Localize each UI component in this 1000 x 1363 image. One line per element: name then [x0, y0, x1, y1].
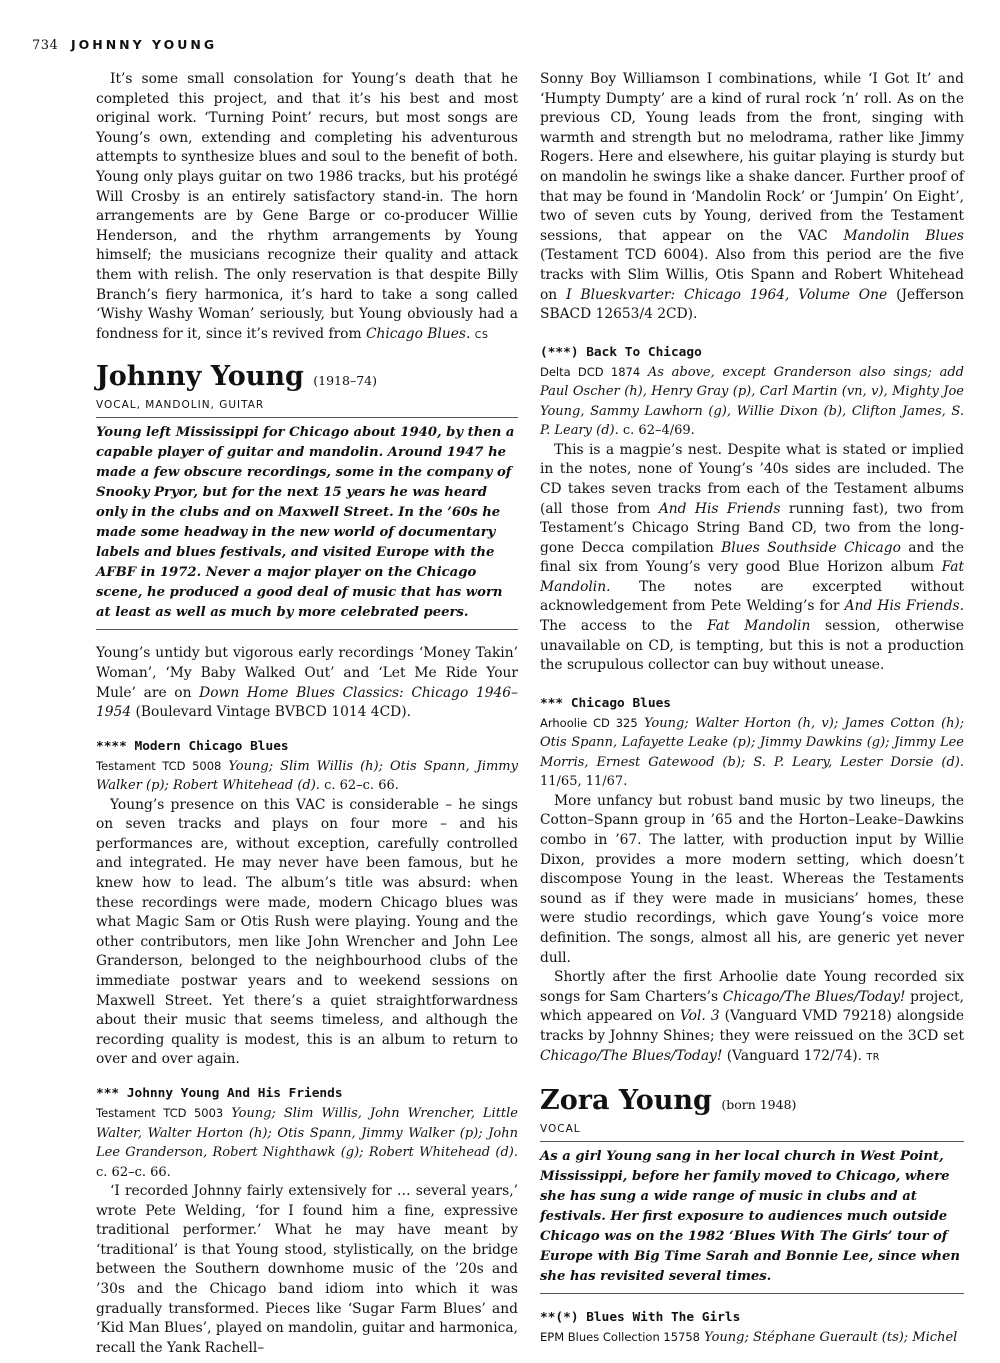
album-title: (***) Back To Chicago	[540, 344, 702, 360]
early-recordings-paragraph: Young’s untidy but vigorous early recordings ‘Money Takin’ Woman’, ‘My Baby Walked Out’ and ‘Let Me Ride Your Mule’ are on Down Home Blues Classics: Chicago 1946–1954 (Boulevard Vintage BVBCD 1014 4CD).	[96, 645, 518, 721]
artist-dates: (born 1948)	[721, 1097, 797, 1113]
artist-role: VOCAL	[540, 1123, 581, 1136]
artist-role: VOCAL, MANDOLIN, GUITAR	[96, 399, 265, 412]
album-review: Young’s presence on this VAC is considerable – he sings on seven tracks and plays on four more – and his performances are, without exception, carefully controlled and integrated. He may never have been famous, but he knew how to lead. The album’s title was absurd: when these recordings were made, modern Chicago blues was what Magic Sam or Otis Rush were playing. Young and the other contributors, men like John Wrencher and John Lee Granderson, belonged to the neighbourhood clubs of the immediate postwar years and to weekend sessions on Maxwell Street. Yet there’s a quiet straightforwardness about their music that seems timeless, and although the recording quality is modest, this is an album to return to over and over again.	[96, 796, 518, 1068]
album-review: Shortly after the first Arhoolie date Young recorded six songs for Sam Charters’s Chicago/The Blues/Today! project, which appeared on Vol. 3 (Vanguard VMD 79218) alongside tracks by Johnny Shines; they were reissued on the 3CD set Chicago/The Blues/Today! (Vanguard 172/74). TR	[540, 969, 964, 1064]
album-entry	[540, 343, 964, 676]
album-review: More unfancy but robust band music by two lineups, the Cotton–Spann group in ’65 and the Horton–Leake–Dawkins combo in ’67. The latter, with production input by Willie Dixon, provides a more modern setting, which doesn’t discompose Young in the least. Whereas the Testaments sound as if they were made in musicians’ homes, these were studio recordings, which gave Young’s voice more definition. The songs, almost all his, are generic yet never dull.	[540, 792, 964, 966]
artist-entry-johnny-young	[96, 361, 518, 630]
album-title: **** Modern Chicago Blues	[96, 738, 289, 754]
artist-bio: As a girl Young sang in her local church in West Point, Mississippi, before her family moved to Chicago, where she has sung a wide range of music in clubs and at festivals. Her first exposure to audiences much outside Chicago was on the 1982 ‘Blues With The Girls’ tour of Europe with Big Time Sarah and Bonnie Lee, since when she has revisited several times.	[540, 1141, 964, 1294]
album-info: Delta DCD 1874 As above, except Granderson also sings; add Paul Oscher (h), Henry Gray (p), Carl Martin (vn, v), Mighty Joe Young, Sammy Lawhorn (g), Willie Dixon (b), Clifton James, S. P. Leary (d). c. 62–4/69.	[540, 364, 964, 439]
reviewer-initials: TR	[866, 1051, 880, 1063]
album-entry	[96, 737, 518, 1070]
album-review: This is a magpie’s nest. Despite what is stated or implied in the notes, none of Young’s ’40s sides are included. The CD takes seven tracks from each of the Testament albums (all those from And His Friends running fast), two from Testament’s Chicago String Band CD, two from the long-gone Decca compilation Blues Southside Chicago and the final six from Young’s very good Blue Horizon album Fat Mandolin. The notes are excerpted without acknowledgement from Pete Welding’s for And His Friends. The access to the Fat Mandolin session, otherwise unavailable on CD, is tempting, but this is not a production the scrupulous collector can buy without unease.	[540, 441, 965, 674]
album-title: *** Johnny Young And His Friends	[96, 1086, 343, 1101]
artist-bio: Young left Mississippi for Chicago about 1940, by then a capable player of guitar and mandolin. Around 1947 he made a few obscure recordings, some in the company of Snooky Pryor, but for the next 15 years he was heard only in the clubs and on Maxwell Street. In the ’60s he made some headway in the new world of documentary labels and blues festivals, and visited Europe with the AFBF in 1972. Never a major player on the Chicago scene, he produced a good deal of music that has worn at least as well as much by more celebrated peers.	[96, 417, 518, 630]
artist-name: Zora Young (born 1948)	[540, 1085, 797, 1117]
intro-paragraph: It’s some small consolation for Young’s death that he completed this project, and that it’s his best and most original work. ‘Turning Point’ recurs, but most songs are Young’s own, extending and completing his adventurous attempts to synthesize blues and soul to the benefit of both. Young only plays guitar on two 1986 tracks, but his protégé Will Crosby is an entirely satisfactory stand-in. The horn arrangements are by Gene Barge or co-producer Willie Henderson, and the rhythm arrangements by Young himself; the musicians recognize their quality and attack them with relish. The only reservation is that despite Billy Branch’s fiery harmonica, it’s hard to take a song called ‘Wishy Washy Woman’ seriously, but Young obviously had a fondness for it, since it’s revived from Chicago Blues. CS	[96, 71, 518, 342]
album-title: **(*) Blues With The Girls	[540, 1310, 741, 1326]
running-head	[32, 37, 217, 53]
artist-entry-zora-young	[540, 1085, 964, 1294]
album-info: Arhoolie CD 325 Young; Walter Horton (h, v); James Cotton (h); Otis Spann, Lafayette Leake (p); Jimmy Dawkins (g); Jimmy Lee Morris, Ernest Gatewood (b); S. P. Leary, Lester Dorsie (d). 11/65, 11/67.	[540, 715, 964, 790]
album-info: EPM Blues Collection 15758 Young; Stéphane Guerault (ts); Michel	[540, 1330, 958, 1346]
album-entry	[540, 1308, 964, 1348]
page-number: 734	[32, 38, 59, 53]
left-column	[96, 70, 518, 1358]
artist-dates: (1918–74)	[313, 373, 377, 389]
reviewer-initials: CS	[474, 329, 489, 341]
right-column	[540, 70, 964, 1348]
album-title: *** Chicago Blues	[540, 695, 671, 711]
continued-paragraph: Sonny Boy Williamson I combinations, while ‘I Got It’ and ‘Humpty Dumpty’ are a kind of rural rock ’n’ roll. As on the previous CD, Young leads from the front, singing with warmth and strength but no melodrama, rather like Jimmy Rogers. Here and elsewhere, his guitar playing is sturdy but on mandolin he swings like a shake dancer. Further proof of that may be found in ‘Mandolin Rock’ or ‘Jumpin’ On Eight’, two of seven cuts by Young, derived from the Testament sessions, that appear on the VAC Mandolin Blues (Testament TCD 6004). Also from this period are the five tracks with Slim Willis, Otis Spann and Robert Whitehead on I Blueskvarter: Chicago 1964, Volume One (Jefferson SBACD 12653/4 2CD).	[540, 71, 964, 323]
running-head-title: JOHNNY YOUNG	[70, 37, 218, 52]
album-entry	[540, 694, 964, 1067]
album-review: ‘I recorded Johnny fairly extensively for … several years,’ wrote Pete Welding, ‘for I found him a fine, expressive traditional performer.’ What he may have meant by ‘traditional’ is that Young stood, stylistically, on the bridge between the Southern downhome music of the ’20s and ’30s and the Chicago band idiom into which it was gradually transformed. Pieces like ‘Sugar Farm Blues’ and ‘Kid Man Blues’, played on mandolin, guitar and harmonica, recall the Yank Rachell–	[96, 1183, 518, 1356]
album-info: Testament TCD 5008 Young; Slim Willis (h); Otis Spann, Jimmy Walker (p); Robert Whitehead (d). c. 62–c. 66.	[96, 758, 518, 794]
album-info: Testament TCD 5003 Young; Slim Willis, John Wrencher, Little Walter, Walter Horton (h); Otis Spann, Jimmy Walker (p); John Lee Granderson, Robert Nighthawk (g); Robert Whitehead (d). c. 62–c. 66.	[96, 1106, 518, 1180]
album-entry	[96, 1084, 518, 1358]
artist-name: Johnny Young (1918–74)	[96, 361, 377, 393]
